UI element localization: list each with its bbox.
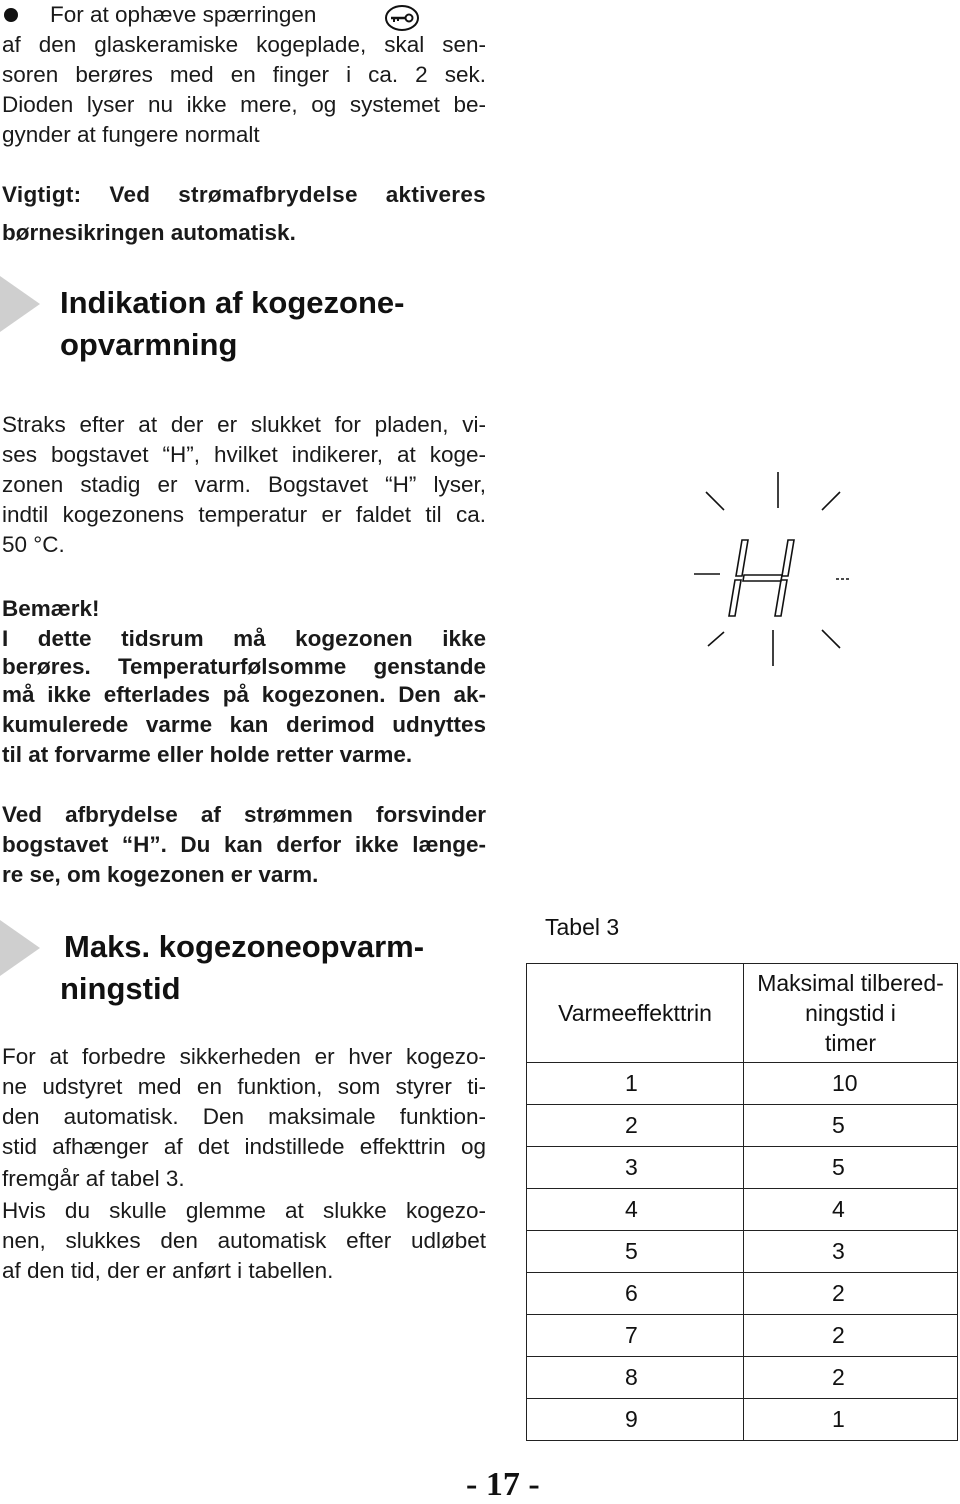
paragraph-line: For at forbedre sikkerheden er hver kogezo- <box>2 1044 486 1069</box>
note-line: må ikke efterlades på kogezonen. Den ak- <box>2 682 486 707</box>
table-row: 6 2 <box>527 1273 958 1315</box>
paragraph-line: ses bogstavet “H”, hvilket indikerer, at koge- <box>2 442 486 467</box>
section-arrow-icon <box>0 920 40 976</box>
paragraph-line: 50 °C. <box>2 532 65 557</box>
note-line: til at forvarme eller holde retter varme. <box>2 742 413 767</box>
display-letter: H <box>690 468 691 469</box>
table-header-row <box>527 964 958 1063</box>
column-header-max-time: Maksimal tilbered- ningstid i timer <box>744 964 958 1063</box>
paragraph-line: Hvis du skulle glemme at slukke kogezo- <box>2 1198 486 1223</box>
unlock-text-line: Dioden lyser nu ikke mere, og systemet be- <box>2 92 486 117</box>
table-row: 1 10 <box>527 1063 958 1105</box>
important-note-line: Vigtigt: Ved strømafbrydelse aktiveres <box>2 182 486 207</box>
heating-time-table <box>526 963 958 1441</box>
unlock-instruction-line: For at ophæve spærringen <box>50 2 317 27</box>
page-number: - 17 - <box>466 1466 540 1503</box>
table-row: 5 3 <box>527 1231 958 1273</box>
table-row: 9 1 <box>527 1399 958 1441</box>
paragraph-line: zonen stadig er varm. Bogstavet “H” lyser, <box>2 472 486 497</box>
paragraph-line: Straks efter at der er slukket for pladen, vi- <box>2 412 486 437</box>
note-title: Bemærk! <box>2 596 100 621</box>
column-header-power-level: Varmeeffekttrin <box>527 964 744 1063</box>
paragraph-line: nen, slukkes den automatisk efter udløbet <box>2 1228 486 1253</box>
unlock-text-line: gynder at fungere normalt <box>2 122 260 147</box>
note-line: I dette tidsrum må kogezonen ikke <box>2 626 486 651</box>
power-note-line: Ved afbrydelse af strømmen forsvinder <box>2 802 486 827</box>
power-note-line: re se, om kogezonen er varm. <box>2 862 319 887</box>
table-row: 7 2 <box>527 1315 958 1357</box>
residual-heat-display-illustration <box>690 468 860 673</box>
paragraph-line: indtil kogezonens temperatur er faldet til ca. <box>2 502 486 527</box>
section-arrow-icon <box>0 276 40 332</box>
note-line: berøres. Temperaturfølsomme genstande <box>2 654 486 679</box>
paragraph-line: den automatisk. Den maksimale funktion- <box>2 1104 486 1129</box>
section-heading: Maks. kogezoneopvarm- ningstid <box>60 929 425 1006</box>
paragraph-line: ne udstyret med en funktion, som styrer ti- <box>2 1074 486 1099</box>
table-row: 3 5 <box>527 1147 958 1189</box>
power-note-line: bogstavet “H”. Du kan derfor ikke længe- <box>2 832 486 857</box>
paragraph-line: af den tid, der er anført i tabellen. <box>2 1258 334 1283</box>
unlock-text-line: af den glaskeramiske kogeplade, skal sen- <box>2 32 486 57</box>
bullet-icon <box>4 8 18 22</box>
paragraph-line: fremgår af tabel 3. <box>2 1166 185 1191</box>
section-heading: Indikation af kogezone- opvarmning <box>60 285 405 362</box>
note-line: kumulerede varme kan derimod udnyttes <box>2 712 486 737</box>
table-row: 4 4 <box>527 1189 958 1231</box>
table-caption: Tabel 3 <box>545 914 620 940</box>
paragraph-line: stid afhænger af det indstillede effekttrin og <box>2 1134 486 1159</box>
unlock-text-line: soren berøres med en finger i ca. 2 sek. <box>2 62 486 87</box>
important-note-line: børnesikringen automatisk. <box>2 220 296 245</box>
table-row: 2 5 <box>527 1105 958 1147</box>
table-row: 8 2 <box>527 1357 958 1399</box>
